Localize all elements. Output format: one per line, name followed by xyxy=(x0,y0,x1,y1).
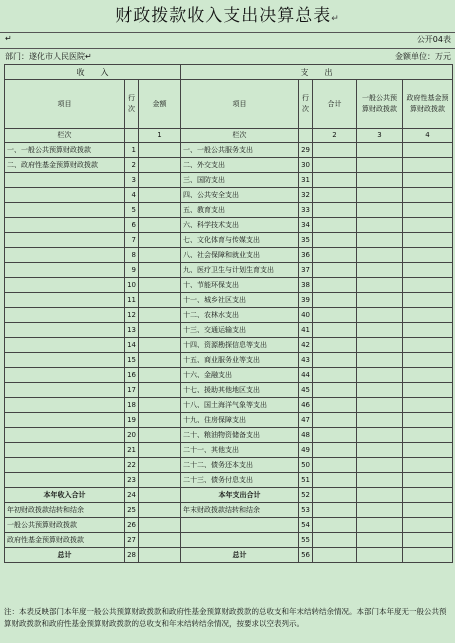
income-amount-cell xyxy=(139,518,181,533)
gov-fund-cell xyxy=(403,278,453,293)
budget-table xyxy=(4,64,453,563)
expense-item-cell: 年末财政拨款结转和结余 xyxy=(181,503,299,518)
total-cell xyxy=(313,533,357,548)
col-index-total-num: 2 xyxy=(313,129,357,143)
general-budget-cell xyxy=(357,248,403,263)
table-row xyxy=(5,458,453,473)
income-item-cell: 一般公共预算财政拨款 xyxy=(5,518,125,533)
income-item-cell xyxy=(5,188,125,203)
expense-rowno-cell: 52 xyxy=(299,488,313,503)
income-rowno-cell: 14 xyxy=(125,338,139,353)
col-index-right-label: 栏次 xyxy=(181,129,299,143)
total-cell xyxy=(313,428,357,443)
gov-fund-header: 政府性基金预算财政拨款 xyxy=(403,80,453,129)
expense-item-cell: 四、公共安全支出 xyxy=(181,188,299,203)
income-amount-cell xyxy=(139,338,181,353)
expense-rowno-cell: 48 xyxy=(299,428,313,443)
general-budget-cell xyxy=(357,158,403,173)
table-row xyxy=(5,263,453,278)
table-row xyxy=(5,218,453,233)
income-amount-cell xyxy=(139,443,181,458)
total-cell xyxy=(313,368,357,383)
income-item-cell xyxy=(5,218,125,233)
expense-rowno-cell: 40 xyxy=(299,308,313,323)
expense-rowno-cell: 35 xyxy=(299,233,313,248)
total-cell xyxy=(313,308,357,323)
expense-rowno-cell: 46 xyxy=(299,398,313,413)
form-code: 公开04表 xyxy=(416,35,451,44)
expense-rowno-cell: 38 xyxy=(299,278,313,293)
income-amount-cell xyxy=(139,503,181,518)
expense-item-cell: 十一、城乡社区支出 xyxy=(181,293,299,308)
expense-item-cell: 十八、国土海洋气象等支出 xyxy=(181,398,299,413)
gov-fund-cell xyxy=(403,533,453,548)
expense-item-cell: 八、社会保障和就业支出 xyxy=(181,248,299,263)
general-budget-cell xyxy=(357,353,403,368)
income-rowno-cell: 15 xyxy=(125,353,139,368)
income-item-cell xyxy=(5,473,125,488)
total-cell xyxy=(313,488,357,503)
table-row xyxy=(5,548,453,563)
income-rowno-cell: 16 xyxy=(125,368,139,383)
income-rowno-cell: 28 xyxy=(125,548,139,563)
expense-item-cell: 二十二、债务还本支出 xyxy=(181,458,299,473)
income-rowno-cell: 18 xyxy=(125,398,139,413)
expense-rowno-cell: 36 xyxy=(299,248,313,263)
income-item-cell xyxy=(5,383,125,398)
general-budget-cell xyxy=(357,413,403,428)
col-index-left-label: 栏次 xyxy=(5,129,125,143)
income-rowno-cell: 7 xyxy=(125,233,139,248)
income-item-cell: 二、政府性基金预算财政拨款 xyxy=(5,158,125,173)
table-body xyxy=(5,143,453,563)
income-amount-cell xyxy=(139,353,181,368)
table-row xyxy=(5,203,453,218)
total-cell xyxy=(313,443,357,458)
section-header-row xyxy=(5,65,453,80)
income-item-cell xyxy=(5,338,125,353)
total-cell xyxy=(313,278,357,293)
col-index-general-num: 3 xyxy=(357,129,403,143)
expense-rowno-cell: 32 xyxy=(299,188,313,203)
income-header: 收 入 xyxy=(5,65,181,80)
general-budget-cell xyxy=(357,548,403,563)
income-rowno-cell: 12 xyxy=(125,308,139,323)
gov-fund-cell xyxy=(403,353,453,368)
table-row xyxy=(5,158,453,173)
total-cell xyxy=(313,263,357,278)
expense-item-cell: 七、文化体育与传媒支出 xyxy=(181,233,299,248)
income-rowno-cell: 6 xyxy=(125,218,139,233)
income-amount-cell xyxy=(139,368,181,383)
total-cell xyxy=(313,293,357,308)
total-header: 合计 xyxy=(313,80,357,129)
income-amount-cell xyxy=(139,203,181,218)
income-item-cell: 本年收入合计 xyxy=(5,488,125,503)
total-cell xyxy=(313,203,357,218)
income-rowno-cell: 23 xyxy=(125,473,139,488)
income-amount-cell xyxy=(139,293,181,308)
expense-item-cell: 二、外交支出 xyxy=(181,158,299,173)
general-budget-cell xyxy=(357,428,403,443)
gov-fund-cell xyxy=(403,263,453,278)
expense-item-cell: 九、医疗卫生与计划生育支出 xyxy=(181,263,299,278)
col-index-empty xyxy=(299,129,313,143)
general-budget-cell xyxy=(357,383,403,398)
table-row xyxy=(5,248,453,263)
table-row xyxy=(5,368,453,383)
total-cell xyxy=(313,173,357,188)
income-rowno-cell: 26 xyxy=(125,518,139,533)
total-cell xyxy=(313,413,357,428)
gov-fund-cell xyxy=(403,548,453,563)
table-row xyxy=(5,143,453,158)
general-budget-cell xyxy=(357,533,403,548)
expense-rowno-cell: 49 xyxy=(299,443,313,458)
general-budget-cell xyxy=(357,143,403,158)
expense-item-cell: 二十三、债务付息支出 xyxy=(181,473,299,488)
total-cell xyxy=(313,233,357,248)
gov-fund-cell xyxy=(403,248,453,263)
gov-fund-cell xyxy=(403,398,453,413)
general-budget-cell xyxy=(357,518,403,533)
general-budget-header: 一般公共预算财政拨款 xyxy=(357,80,403,129)
table-row xyxy=(5,503,453,518)
table-row xyxy=(5,308,453,323)
general-budget-cell xyxy=(357,503,403,518)
gov-fund-cell xyxy=(403,338,453,353)
expense-rowno-cell: 31 xyxy=(299,173,313,188)
income-amount-cell xyxy=(139,188,181,203)
income-amount-cell xyxy=(139,248,181,263)
total-cell xyxy=(313,323,357,338)
income-rowno-cell: 21 xyxy=(125,443,139,458)
gov-fund-cell xyxy=(403,293,453,308)
income-rowno-cell: 20 xyxy=(125,428,139,443)
income-amount-cell xyxy=(139,233,181,248)
income-rowno-header: 行次 xyxy=(125,80,139,129)
total-cell xyxy=(313,548,357,563)
table-row xyxy=(5,383,453,398)
income-amount-cell xyxy=(139,158,181,173)
income-item-cell xyxy=(5,173,125,188)
gov-fund-cell xyxy=(403,188,453,203)
expense-rowno-cell: 29 xyxy=(299,143,313,158)
income-rowno-cell: 10 xyxy=(125,278,139,293)
col-index-fund-num: 4 xyxy=(403,129,453,143)
expense-rowno-cell: 53 xyxy=(299,503,313,518)
income-amount-cell xyxy=(139,143,181,158)
income-rowno-cell: 1 xyxy=(125,143,139,158)
gov-fund-cell xyxy=(403,503,453,518)
income-rowno-cell: 22 xyxy=(125,458,139,473)
expense-item-cell: 本年支出合计 xyxy=(181,488,299,503)
income-item-cell xyxy=(5,308,125,323)
expense-rowno-cell: 42 xyxy=(299,338,313,353)
general-budget-cell xyxy=(357,233,403,248)
income-item-cell xyxy=(5,203,125,218)
gov-fund-cell xyxy=(403,368,453,383)
total-cell xyxy=(313,473,357,488)
income-item-cell xyxy=(5,458,125,473)
total-cell xyxy=(313,188,357,203)
income-item-cell xyxy=(5,233,125,248)
general-budget-cell xyxy=(357,443,403,458)
total-cell xyxy=(313,503,357,518)
expense-header: 支 出 xyxy=(181,65,453,80)
income-rowno-cell: 5 xyxy=(125,203,139,218)
expense-rowno-cell: 54 xyxy=(299,518,313,533)
expense-item-cell: 十四、资源勘探信息等支出 xyxy=(181,338,299,353)
col-index-empty xyxy=(125,129,139,143)
general-budget-cell xyxy=(357,293,403,308)
meta-row xyxy=(0,48,455,65)
general-budget-cell xyxy=(357,488,403,503)
expense-item-cell: 二十一、其他支出 xyxy=(181,443,299,458)
total-cell xyxy=(313,218,357,233)
expense-rowno-cell: 51 xyxy=(299,473,313,488)
gov-fund-cell xyxy=(403,488,453,503)
column-index-row xyxy=(5,129,453,143)
column-header-row xyxy=(5,80,453,129)
income-rowno-cell: 13 xyxy=(125,323,139,338)
expense-item-cell: 五、教育支出 xyxy=(181,203,299,218)
table-row xyxy=(5,338,453,353)
income-amount-cell xyxy=(139,173,181,188)
expense-item-cell: 二十、粮油物资储备支出 xyxy=(181,428,299,443)
income-item-cell xyxy=(5,293,125,308)
expense-item-cell: 十、节能环保支出 xyxy=(181,278,299,293)
total-cell xyxy=(313,158,357,173)
table-row xyxy=(5,518,453,533)
gov-fund-cell xyxy=(403,158,453,173)
gov-fund-cell xyxy=(403,413,453,428)
income-amount-header: 金额 xyxy=(139,80,181,129)
income-amount-cell xyxy=(139,218,181,233)
income-item-cell: 总计 xyxy=(5,548,125,563)
expense-rowno-cell: 55 xyxy=(299,533,313,548)
table-row xyxy=(5,233,453,248)
income-item-cell xyxy=(5,398,125,413)
income-item-cell xyxy=(5,263,125,278)
income-amount-cell xyxy=(139,383,181,398)
general-budget-cell xyxy=(357,203,403,218)
income-item-cell xyxy=(5,278,125,293)
income-rowno-cell: 3 xyxy=(125,173,139,188)
income-item-cell xyxy=(5,248,125,263)
income-item-cell xyxy=(5,368,125,383)
gov-fund-cell xyxy=(403,203,453,218)
general-budget-cell xyxy=(357,458,403,473)
general-budget-cell xyxy=(357,218,403,233)
total-cell xyxy=(313,518,357,533)
gov-fund-cell xyxy=(403,443,453,458)
general-budget-cell xyxy=(357,263,403,278)
return-mark-left: ↵ xyxy=(5,34,12,43)
table-row xyxy=(5,173,453,188)
expense-rowno-cell: 34 xyxy=(299,218,313,233)
table-row xyxy=(5,533,453,548)
income-item-cell: 政府性基金预算财政拨款 xyxy=(5,533,125,548)
expense-rowno-cell: 43 xyxy=(299,353,313,368)
gov-fund-cell xyxy=(403,233,453,248)
total-cell xyxy=(313,458,357,473)
expense-item-cell: 三、国防支出 xyxy=(181,173,299,188)
income-amount-cell xyxy=(139,323,181,338)
title-text: 财政拨款收入支出决算总表 xyxy=(115,6,332,26)
table-row xyxy=(5,353,453,368)
gov-fund-cell xyxy=(403,323,453,338)
expense-item-cell: 一、一般公共服务支出 xyxy=(181,143,299,158)
total-cell xyxy=(313,338,357,353)
expense-rowno-cell: 37 xyxy=(299,263,313,278)
total-cell xyxy=(313,383,357,398)
table-row xyxy=(5,413,453,428)
total-cell xyxy=(313,398,357,413)
income-amount-cell xyxy=(139,533,181,548)
income-rowno-cell: 9 xyxy=(125,263,139,278)
table-row xyxy=(5,293,453,308)
expense-rowno-cell: 45 xyxy=(299,383,313,398)
department-label: 部门：遂化市人民医院↵ xyxy=(5,52,92,61)
gov-fund-cell xyxy=(403,428,453,443)
expense-rowno-cell: 41 xyxy=(299,323,313,338)
gov-fund-cell xyxy=(403,383,453,398)
income-item-cell: 一、一般公共预算财政拨款 xyxy=(5,143,125,158)
total-cell xyxy=(313,248,357,263)
expense-rowno-cell: 56 xyxy=(299,548,313,563)
income-item-cell xyxy=(5,353,125,368)
expense-item-cell xyxy=(181,533,299,548)
expense-rowno-cell: 30 xyxy=(299,158,313,173)
table-row xyxy=(5,188,453,203)
general-budget-cell xyxy=(357,278,403,293)
income-item-cell xyxy=(5,443,125,458)
expense-item-cell: 十三、交通运输支出 xyxy=(181,323,299,338)
footnote: 注：本表反映部门本年度一般公共预算财政拨款和政府性基金预算财政拨款的总收支和年末结转结余情况。本部门本年度无一般公共预算财政拨款和政府性基金预算财政拨款的总收支和年末结转结余情况，按要求以空表列示。 xyxy=(4,607,447,628)
general-budget-cell xyxy=(357,173,403,188)
income-amount-cell xyxy=(139,428,181,443)
income-amount-cell xyxy=(139,398,181,413)
income-rowno-cell: 2 xyxy=(125,158,139,173)
general-budget-cell xyxy=(357,308,403,323)
gov-fund-cell xyxy=(403,308,453,323)
gov-fund-cell xyxy=(403,143,453,158)
form-code-row xyxy=(0,32,455,49)
table-row xyxy=(5,278,453,293)
expense-item-cell: 十五、商业服务业等支出 xyxy=(181,353,299,368)
gov-fund-cell xyxy=(403,218,453,233)
expense-item-cell: 十九、住房保障支出 xyxy=(181,413,299,428)
income-amount-cell xyxy=(139,278,181,293)
general-budget-cell xyxy=(357,473,403,488)
total-cell xyxy=(313,143,357,158)
income-item-header: 项目 xyxy=(5,80,125,129)
income-amount-cell xyxy=(139,263,181,278)
general-budget-cell xyxy=(357,338,403,353)
expense-item-cell: 总计 xyxy=(181,548,299,563)
income-amount-cell xyxy=(139,308,181,323)
expense-rowno-cell: 44 xyxy=(299,368,313,383)
income-amount-cell xyxy=(139,413,181,428)
expense-item-cell: 十二、农林水支出 xyxy=(181,308,299,323)
income-rowno-cell: 4 xyxy=(125,188,139,203)
income-item-cell xyxy=(5,428,125,443)
return-mark: ↵ xyxy=(331,14,340,24)
expense-rowno-cell: 33 xyxy=(299,203,313,218)
income-item-cell xyxy=(5,323,125,338)
expense-item-cell: 十七、援助其他地区支出 xyxy=(181,383,299,398)
table-row xyxy=(5,473,453,488)
income-rowno-cell: 19 xyxy=(125,413,139,428)
general-budget-cell xyxy=(357,323,403,338)
income-rowno-cell: 25 xyxy=(125,503,139,518)
income-amount-cell xyxy=(139,473,181,488)
table-row xyxy=(5,428,453,443)
general-budget-cell xyxy=(357,188,403,203)
income-amount-cell xyxy=(139,488,181,503)
gov-fund-cell xyxy=(403,173,453,188)
page-title xyxy=(0,0,455,32)
amount-unit: 金额单位：万元 xyxy=(395,52,451,61)
expense-item-cell: 十六、金融支出 xyxy=(181,368,299,383)
table-row xyxy=(5,488,453,503)
table-row xyxy=(5,398,453,413)
expense-item-cell: 六、科学技术支出 xyxy=(181,218,299,233)
expense-item-header: 项目 xyxy=(181,80,299,129)
expense-rowno-cell: 39 xyxy=(299,293,313,308)
gov-fund-cell xyxy=(403,518,453,533)
total-cell xyxy=(313,353,357,368)
income-rowno-cell: 8 xyxy=(125,248,139,263)
col-index-left-num: 1 xyxy=(139,129,181,143)
gov-fund-cell xyxy=(403,458,453,473)
income-rowno-cell: 17 xyxy=(125,383,139,398)
general-budget-cell xyxy=(357,398,403,413)
income-amount-cell xyxy=(139,548,181,563)
expense-rowno-header: 行次 xyxy=(299,80,313,129)
income-rowno-cell: 11 xyxy=(125,293,139,308)
income-rowno-cell: 24 xyxy=(125,488,139,503)
income-amount-cell xyxy=(139,458,181,473)
expense-rowno-cell: 47 xyxy=(299,413,313,428)
table-row xyxy=(5,443,453,458)
expense-rowno-cell: 50 xyxy=(299,458,313,473)
income-item-cell: 年初财政拨款结转和结余 xyxy=(5,503,125,518)
income-item-cell xyxy=(5,413,125,428)
general-budget-cell xyxy=(357,368,403,383)
gov-fund-cell xyxy=(403,473,453,488)
expense-item-cell xyxy=(181,518,299,533)
table-row xyxy=(5,323,453,338)
income-rowno-cell: 27 xyxy=(125,533,139,548)
